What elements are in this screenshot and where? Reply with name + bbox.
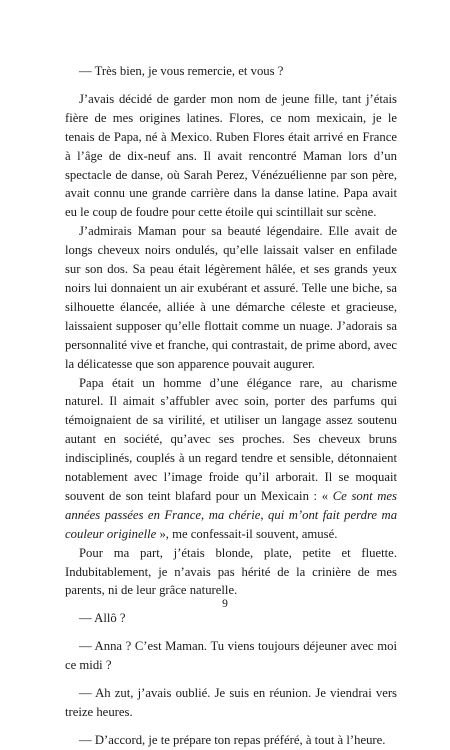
paragraph-self: Pour ma part, j’étais blonde, plate, petite et fluette. Indubitablement, je n’avais pas hérité de la crinière de mes parents, ni de leur grâce naturelle.	[65, 545, 397, 598]
body-text	[65, 62, 397, 750]
dialogue-line: — Allô ?	[79, 611, 126, 626]
paragraph-papa	[65, 374, 397, 544]
quote-italic-3: qui m’ont fait perdre ma couleur originelle	[65, 507, 398, 541]
paragraph-origins: J’avais décidé de garder mon nom de jeune fille, tant j’étais fière de mes origines latines. Flores, ce nom mexicain, je le tenais de Papa, né à Mexico. Ruben Flores était arrivé en France à l’âge de dix-neuf ans. Il avait rencontré Maman lors d’un spectacle de danse, où Sarah Perez, Vénézuélienne par son père, avait connu une grande carrière dans la danse latine. Papa avait eu le coup de foudre pour cette étoile qui scintillait sur scène.	[65, 91, 397, 220]
quote-separator-1: ,	[201, 507, 209, 522]
paragraph-maman: J’admirais Maman pour sa beauté légendaire. Elle avait de longs cheveux noirs ondulés, qu’elle laissait valser en enfilade sur son dos. Sa peau était légèrement hâlée, et ses grands yeux noirs lui donnaient un air exubérant et assuré. Telle une biche, sa silhouette élancée, alliée à une démarche céleste et gracieuse, laissaient supposer qu’elle flottait comme un nuage. J’adorais sa personnalité vive et franche, qui contrastait, de prime abord, avec la délicatesse que son apparence pouvait augurer.	[65, 224, 397, 371]
page-number: 9	[222, 598, 228, 610]
dialogue-line: — Ah zut, j’avais oublié. Je suis en réunion. Je viendrai vers treize heures.	[65, 686, 397, 719]
dialogue-line: — Anna ? C’est Maman. Tu viens toujours déjeuner avec moi ce midi ?	[65, 639, 397, 673]
dialogue-line: — Très bien, je vous remercie, et vous ?	[79, 64, 284, 78]
quote-separator-2: ,	[260, 507, 269, 522]
quote-italic-2: ma chérie	[208, 507, 261, 522]
quote-italic-1: Ce sont mes années passées en France	[65, 488, 397, 522]
dialogue-line: — D’accord, je te prépare ton repas préféré, à tout à l’heure.	[79, 732, 386, 747]
paragraph-papa-text: Papa était un homme d’une élégance rare, au charisme naturel. Il aimait s’affubler avec soin, porter des parfums qui témoignaient de sa virilité, et utiliser un langage assez soutenu autant en société, qu’avec ses proches. Ses cheveux bruns indisciplinés, couplés à un regard tendre et sensible, détonnaient notablement avec l’image froide qu’il arborait. Il se moquait souvent de son teint blafard pour un Mexicain : «	[65, 375, 397, 503]
paragraph-papa-end: », me confessait-il souvent, amusé.	[156, 526, 338, 541]
